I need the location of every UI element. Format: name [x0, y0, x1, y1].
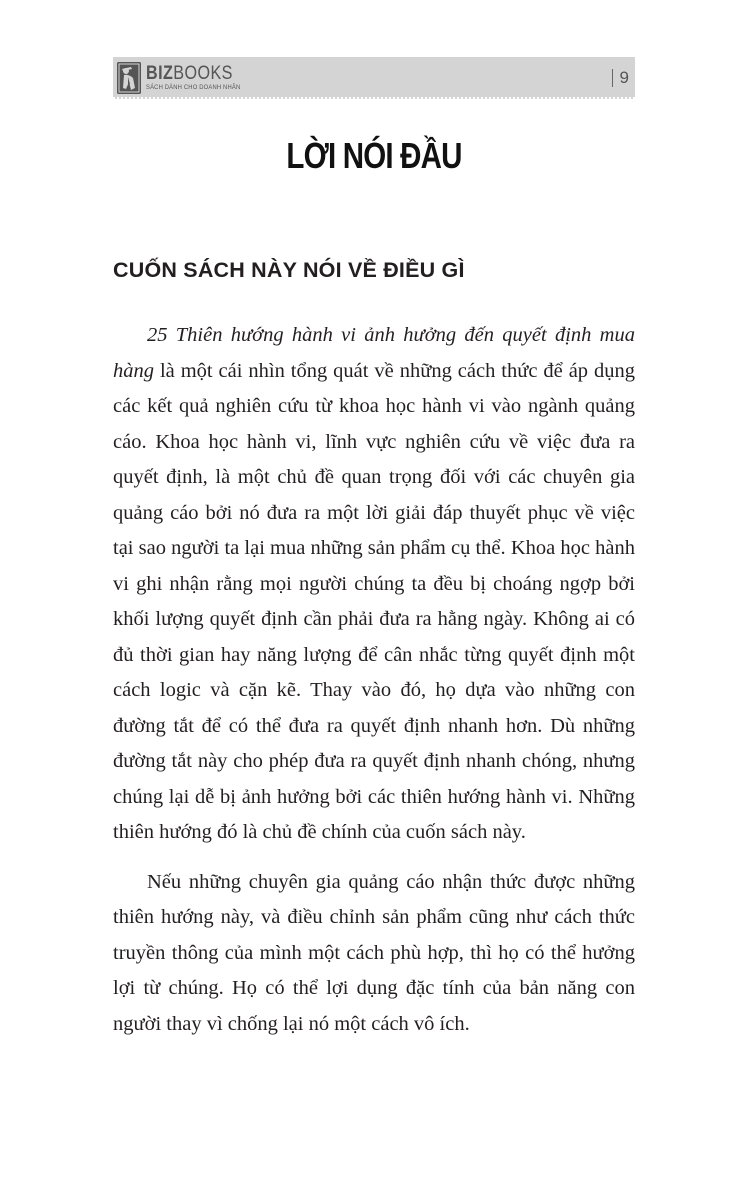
page-number-value: 9 — [619, 68, 629, 87]
logo-emblem-icon — [117, 62, 141, 94]
page-number-divider — [612, 69, 613, 87]
page-number — [612, 68, 629, 88]
chapter-title: LỜI NÓI ĐẦU — [286, 135, 462, 176]
running-header — [113, 57, 635, 99]
logo-name-light: BOOKS — [173, 63, 233, 85]
paragraph — [113, 865, 635, 1043]
logo-tagline: SÁCH DÀNH CHO DOANH NHÂN — [146, 84, 241, 92]
body-text — [113, 318, 635, 1042]
paragraph-text: là một cái nhìn tổng quát về những cách thức để áp dụng các kết quả nghiên cứu từ khoa học hành vi vào ngành quảng cáo. Khoa học hành vi, lĩnh vực nghiên cứu về việc đưa ra quyết định, là một chủ đề quan trọng đối với các chuyên gia quảng cáo bởi nó đưa ra một lời giải đáp thuyết phục về việc tại sao người ta lại mua những sản phẩm cụ thể. Khoa học hành vi ghi nhận rằng mọi người chúng ta đều bị choáng ngợp bởi khối lượng quyết định cần phải đưa ra hằng ngày. Không ai có đủ thời gian hay năng lượng để cân nhắc từng quyết định một cách logic và cặn kẽ. Thay vào đó, họ dựa vào những con đường tắt để có thể đưa ra quyết định nhanh hơn. Dù những đường tắt này cho phép đưa ra quyết định nhanh chóng, nhưng chúng lại dễ bị ảnh hưởng bởi các thiên hướng hành vi. Những thiên hướng đó là chủ đề chính của cuốn sách này. — [113, 359, 635, 843]
section-heading: CUỐN SÁCH NÀY NÓI VỀ ĐIỀU GÌ — [113, 258, 465, 282]
logo-text — [146, 64, 251, 92]
bizbooks-logo — [117, 61, 251, 95]
logo-name — [146, 64, 235, 83]
paragraph-text: Nếu những chuyên gia quảng cáo nhận thức được những thiên hướng này, và điều chỉnh sản phẩm cũng như cách thức truyền thông của mình một cách phù hợp, thì họ có thể hưởng lợi từ chúng. Họ có thể lợi dụng đặc tính của bản năng con người thay vì chống lại nó một cách vô ích. — [113, 870, 635, 1035]
logo-name-bold: BIZ — [146, 63, 174, 85]
book-title-italic: 25 Thiên hướng hành vi ảnh hưởng đến quyết định mua hàng — [113, 324, 635, 382]
paragraph — [113, 318, 635, 851]
